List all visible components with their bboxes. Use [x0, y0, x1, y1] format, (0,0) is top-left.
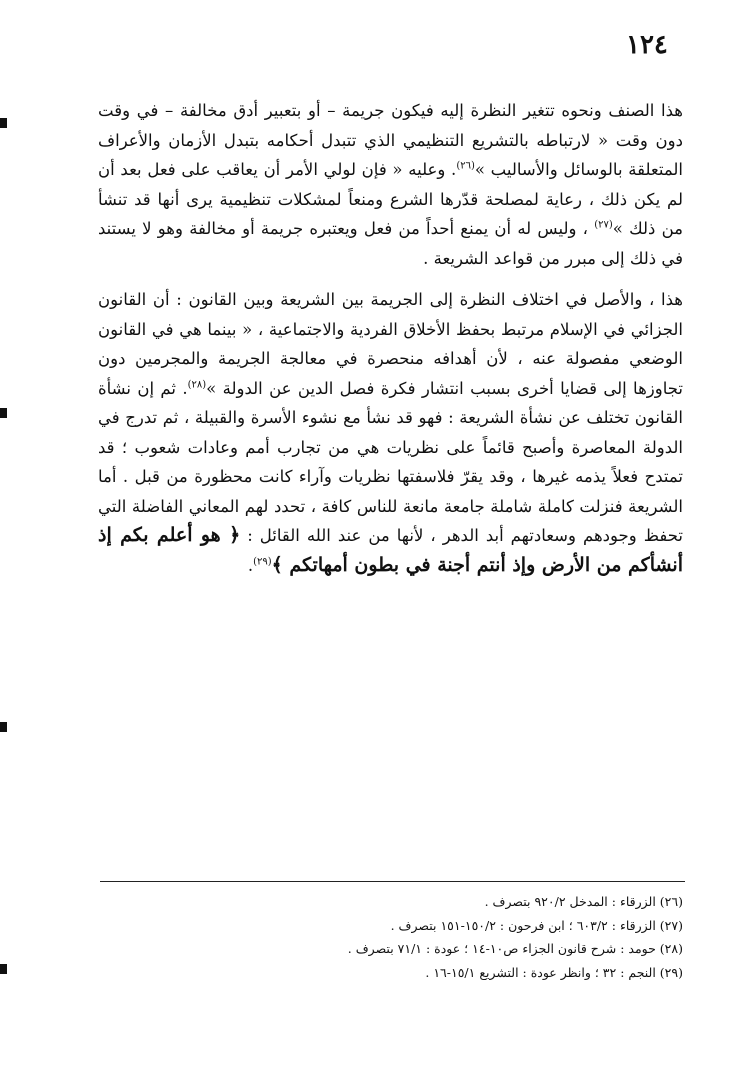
footnote-divider	[100, 881, 685, 882]
paragraph-1-part-b: . وعليه « فإن لولي الأمر أن يعاقب على فعل بعد أن لم يكن ذلك ، رعاية لمصلحة قدّرها الشرع ومنعاً لمشكلات تنظيمية يرى أنها قد تنشأ من ذلك »	[98, 160, 684, 238]
page-number: ١٢٤	[626, 30, 668, 60]
scan-edge-mark	[0, 964, 7, 974]
paragraph-1	[98, 96, 683, 273]
footnote-28: (٢٨) حومد : شرح قانون الجزاء ص١٠-١٤ ؛ عودة : ٧١/١ بتصرف .	[347, 941, 683, 956]
paragraph-1-part-c: ، وليس له أن يمنع أحداً من فعل ويعتبره جريمة أو مخالفة وهو لا يستند في ذلك إلى مبرر من قواعد الشريعة .	[98, 219, 683, 268]
paragraph-2-end: .	[247, 555, 254, 575]
paragraph-1-part-a: هذا الصنف ونحوه تتغير النظرة إليه فيكون جريمة – أو بتعبير أدق مخالفة – في وقت دون وقت « لارتباطه بالتشريع التنظيمي الذي تتبدل أحكامه بتبدل الأزمان والأعراف المتعلقة بالوسائل والأساليب »	[98, 101, 683, 179]
scan-edge-mark	[0, 408, 7, 418]
footnote-29: (٢٩) النجم : ٣٢ ؛ وانظر عودة : التشريع ١٥/١-١٦ .	[425, 964, 683, 980]
paragraph-2-part-a: هذا ، والأصل في اختلاف النظرة إلى الجريمة بين الشريعة وبين القانون : أن القانون الجزائي في الإسلام مرتبط بحفظ الأخلاق الفردية والاجتماعية ، « بينما هي في القانون الوضعي مفصولة عنه ، لأن أهدافه منحصرة في معالجة الجريمة والمجرمين دون تجاوزها إلى قضايا أخرى بسبب انتشار فكرة فصل الدين عن الدولة »	[98, 290, 683, 398]
footnote-ref-28: (٢٨)	[187, 379, 207, 390]
footnote-ref-27: (٢٧)	[594, 219, 613, 231]
footnote-27: (٢٧) الزرقاء : ٦٠٣/٢ ؛ ابن فرحون : ١٥٠/٢-١٥١ بتصرف .	[390, 917, 683, 933]
quran-verse: ﴿ هو أعلم بكم إذ أنشأكم من الأرض وإذ أنتم أجنة في بطون أمهاتكم ﴾	[98, 524, 683, 576]
footnote-ref-29: (٢٩)	[253, 556, 272, 567]
footnotes	[98, 890, 683, 984]
scan-edge-mark	[0, 722, 7, 732]
footnote-ref-26: (٢٦)	[456, 160, 475, 172]
main-text	[98, 96, 683, 592]
paragraph-2	[98, 285, 683, 580]
footnote-26: (٢٦) الزرقاء : المدخل ٩٢٠/٢ بتصرف .	[484, 894, 683, 909]
paragraph-2-part-b: . ثم إن نشأة القانون تختلف عن نشأة الشريعة : فهو قد نشأ مع نشوء الأسرة والقبيلة ، ثم تدرج في الدولة المعاصرة وأصبح قائماً على نظريات هي من تجارب أمم وعادات شعوب ؛ قد تمتدح فعلاً يذمه غيرها ، وقد يقرّ فلاسفتها نظريات وآراء كانت محظورة من قبل . أما الشريعة فنزلت كاملة شاملة جامعة مانعة للناس كافة ، تحدد لهم المعاني الفاضلة التي تحفظ وجودهم وسعادتهم أبد الدهر ، لأنها من عند الله القائل :	[98, 378, 683, 545]
scan-edge-mark	[0, 118, 7, 128]
